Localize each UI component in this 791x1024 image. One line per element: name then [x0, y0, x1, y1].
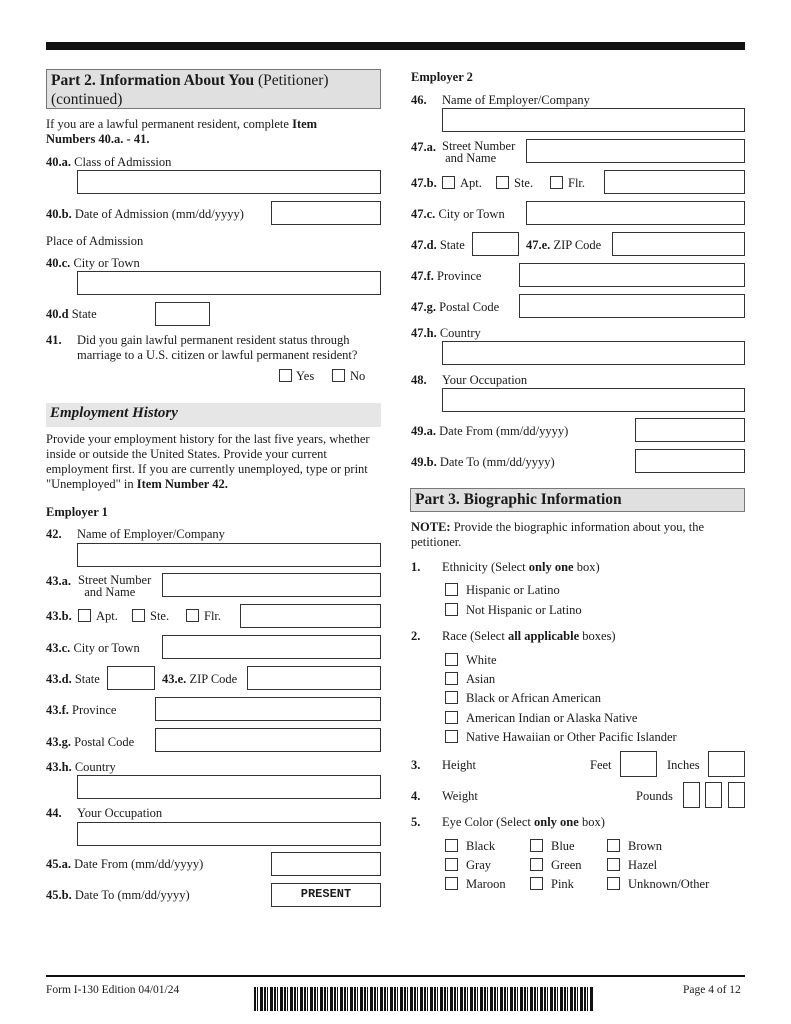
class-of-admission-input[interactable] [77, 170, 381, 194]
q43b-num: 43.b. [46, 609, 72, 623]
employer2-title: Employer 2 [411, 70, 473, 84]
q47e-label: 47.e. ZIP Code [526, 238, 602, 252]
eye-black-checkbox[interactable] [445, 839, 458, 852]
part2-header [46, 69, 381, 109]
q43d-label: 43.d. State [46, 672, 100, 686]
q47d-label: 47.d. State [411, 238, 465, 252]
eye-maroon-checkbox[interactable] [445, 877, 458, 890]
eye-black-label: Black [466, 839, 496, 853]
weight-pounds-label: Pounds [636, 789, 673, 803]
bottom-rule [46, 975, 745, 977]
ethnicity-hispanic-label: Hispanic or Latino [466, 583, 560, 597]
employer1-apt-checkbox[interactable] [78, 609, 91, 622]
q42-text: Name of Employer/Company [77, 527, 225, 541]
employer1-ste-checkbox[interactable] [132, 609, 145, 622]
employer1-province-input[interactable] [155, 697, 381, 721]
q40a-label: 40.a. Class of Admission [46, 155, 172, 169]
race-pacific-islander-checkbox[interactable] [445, 730, 458, 743]
employer2-apt-label: Apt. [460, 176, 482, 190]
eye-green-checkbox[interactable] [530, 858, 543, 871]
eye-gray-checkbox[interactable] [445, 858, 458, 871]
date-of-admission-input[interactable] [271, 201, 381, 225]
eye-unknown-label: Unknown/Other [628, 877, 710, 891]
part2-continued: (continued) [51, 91, 123, 108]
q41-line1: Did you gain lawful permanent resident status through [77, 333, 350, 347]
employer2-date-to-input[interactable] [635, 449, 745, 473]
height-inches-label: Inches [667, 758, 700, 772]
q43e-label: 43.e. ZIP Code [162, 672, 238, 686]
ethnicity-not-hispanic-checkbox[interactable] [445, 603, 458, 616]
ethnicity-hispanic-checkbox[interactable] [445, 583, 458, 596]
weight-digit1-input[interactable] [683, 782, 700, 808]
eye-brown-checkbox[interactable] [607, 839, 620, 852]
barcode-icon [254, 987, 594, 1011]
eye-brown-label: Brown [628, 839, 663, 853]
weight-digit3-input[interactable] [728, 782, 745, 808]
q48-label: Your Occupation [442, 373, 528, 387]
employer1-date-to-input[interactable]: PRESENT [271, 883, 381, 907]
q45b-label: 45.b. Date To (mm/dd/yyyy) [46, 888, 190, 902]
q40c-label: 40.c. City or Town [46, 256, 140, 270]
q43a-num: 43.a. [46, 574, 71, 588]
q47b-num: 47.b. [411, 176, 437, 190]
employer1-occupation-input[interactable] [77, 822, 381, 846]
q43h-label: 43.h. Country [46, 760, 116, 774]
form-edition: Form I-130 Edition 04/01/24 [46, 984, 180, 996]
employer1-country-input[interactable] [77, 775, 381, 799]
page-number: Page 4 of 12 [683, 984, 741, 996]
employment-instructions: Provide your employment history for the last five years, whether inside or outside the United States. Provide your current employment first. If you are currently unemployed, type or print "Unemployed" in Item Number 42. [46, 432, 370, 491]
height-feet-label: Feet [590, 758, 612, 772]
employer2-ste-checkbox[interactable] [496, 176, 509, 189]
employer1-unit-input[interactable] [240, 604, 381, 628]
part3-header: Part 3. Biographic Information [410, 488, 745, 512]
q5-label: Eye Color (Select only one box) [442, 815, 605, 829]
race-black-checkbox[interactable] [445, 691, 458, 704]
race-black-label: Black or African American [466, 691, 602, 705]
employer2-occupation-input[interactable] [442, 388, 745, 412]
q40d-label: 40.d State [46, 307, 97, 321]
admission-state-input[interactable] [155, 302, 210, 326]
employer1-title: Employer 1 [46, 505, 108, 519]
q4-num: 4. [411, 789, 421, 803]
q49b-label: 49.b. Date To (mm/dd/yyyy) [411, 455, 555, 469]
employer2-unit-input[interactable] [604, 170, 745, 194]
q42-label: 42. [46, 527, 62, 541]
employer2-country-input[interactable] [442, 341, 745, 365]
employment-history-header: Employment History [46, 403, 381, 427]
race-white-label: White [466, 653, 497, 667]
q47g-label: 47.g. Postal Code [411, 300, 500, 314]
employer2-zip-input[interactable] [612, 232, 745, 256]
employer1-flr-label: Flr. [204, 609, 222, 623]
race-white-checkbox[interactable] [445, 653, 458, 666]
q46-num: 46. [411, 93, 427, 107]
q43g-label: 43.g. Postal Code [46, 735, 135, 749]
employer2-city-input[interactable] [526, 201, 745, 225]
employer2-province-input[interactable] [519, 263, 745, 287]
q49a-label: 49.a. Date From (mm/dd/yyyy) [411, 424, 569, 438]
q43c-label: 43.c. City or Town [46, 641, 140, 655]
q2-label: Race (Select all applicable boxes) [442, 629, 616, 643]
employer1-date-from-input[interactable] [271, 852, 381, 876]
eye-maroon-label: Maroon [466, 877, 506, 891]
employer1-postal-input[interactable] [155, 728, 381, 752]
employer1-street-input[interactable] [162, 573, 381, 597]
eye-blue-label: Blue [551, 839, 575, 853]
q3-num: 3. [411, 758, 421, 772]
lpr-instructions: If you are a lawful permanent resident, complete Item Numbers 40.a. - 41. [46, 117, 318, 146]
q2-num: 2. [411, 629, 421, 643]
q41-yes-label: Yes [296, 369, 315, 383]
race-asian-checkbox[interactable] [445, 672, 458, 685]
part3-note: NOTE: Provide the biographic information about you, the petitioner. [411, 520, 705, 549]
q44-label: 44. [46, 806, 62, 820]
race-asian-label: Asian [466, 672, 496, 686]
top-rule [46, 42, 745, 50]
employer2-ste-label: Ste. [514, 176, 534, 190]
race-american-indian-label: American Indian or Alaska Native [466, 711, 638, 725]
employer1-zip-input[interactable] [247, 666, 381, 690]
employer2-state-input[interactable] [472, 232, 519, 256]
ethnicity-not-hispanic-label: Not Hispanic or Latino [466, 603, 582, 617]
employer1-flr-checkbox[interactable] [186, 609, 199, 622]
q47a-label: Street Number and Name [442, 139, 516, 165]
q1-num: 1. [411, 560, 421, 574]
q41-yes-checkbox[interactable] [279, 369, 292, 382]
employer2-flr-checkbox[interactable] [550, 176, 563, 189]
q47f-label: 47.f. Province [411, 269, 482, 283]
employer2-flr-label: Flr. [568, 176, 586, 190]
q47h-label: 47.h. Country [411, 326, 481, 340]
employer1-apt-label: Apt. [96, 609, 118, 623]
q45a-label: 45.a. Date From (mm/dd/yyyy) [46, 857, 204, 871]
q41-label: 41. [46, 333, 62, 347]
employer2-name-input[interactable] [442, 108, 745, 132]
weight-digit2-input[interactable] [705, 782, 722, 808]
eye-green-label: Green [551, 858, 582, 872]
part2-title-rest: (Petitioner) [254, 72, 329, 89]
eye-blue-checkbox[interactable] [530, 839, 543, 852]
q5-num: 5. [411, 815, 421, 829]
employer2-date-from-input[interactable] [635, 418, 745, 442]
employer1-name-input[interactable] [77, 543, 381, 567]
eye-hazel-checkbox[interactable] [607, 858, 620, 871]
employer2-street-input[interactable] [526, 139, 745, 163]
q46-label: Name of Employer/Company [442, 93, 590, 107]
place-of-admission-label: Place of Admission [46, 234, 144, 248]
eye-hazel-label: Hazel [628, 858, 658, 872]
race-american-indian-checkbox[interactable] [445, 711, 458, 724]
employer1-state-input[interactable] [107, 666, 155, 690]
q41-no-label: No [350, 369, 366, 383]
race-pacific-islander-label: Native Hawaiian or Other Pacific Islander [466, 730, 677, 744]
q4-label: Weight [442, 789, 478, 803]
admission-city-input[interactable] [77, 271, 381, 295]
eye-unknown-checkbox[interactable] [607, 877, 620, 890]
q48-num: 48. [411, 373, 427, 387]
q43a-label: Street Number and Name [78, 573, 152, 599]
q43f-label: 43.f. Province [46, 703, 117, 717]
height-feet-input[interactable] [620, 751, 657, 777]
employer1-ste-label: Ste. [150, 609, 170, 623]
employer2-postal-input[interactable] [519, 294, 745, 318]
q41-no-checkbox[interactable] [332, 369, 345, 382]
q40b-label: 40.b. Date of Admission (mm/dd/yyyy) [46, 207, 244, 221]
q47a-num: 47.a. [411, 140, 436, 154]
q1-label: Ethnicity (Select only one box) [442, 560, 600, 574]
part2-title: Part 2. Information About You [51, 72, 255, 89]
q3-label: Height [442, 758, 477, 772]
height-inches-input[interactable] [708, 751, 745, 777]
employer1-city-input[interactable] [162, 635, 381, 659]
eye-pink-checkbox[interactable] [530, 877, 543, 890]
eye-pink-label: Pink [551, 877, 574, 891]
q47c-label: 47.c. City or Town [411, 207, 505, 221]
q44-text: Your Occupation [77, 806, 163, 820]
eye-gray-label: Gray [466, 858, 491, 872]
employer2-apt-checkbox[interactable] [442, 176, 455, 189]
q41-line2: marriage to a U.S. citizen or lawful permanent resident? [77, 348, 358, 362]
